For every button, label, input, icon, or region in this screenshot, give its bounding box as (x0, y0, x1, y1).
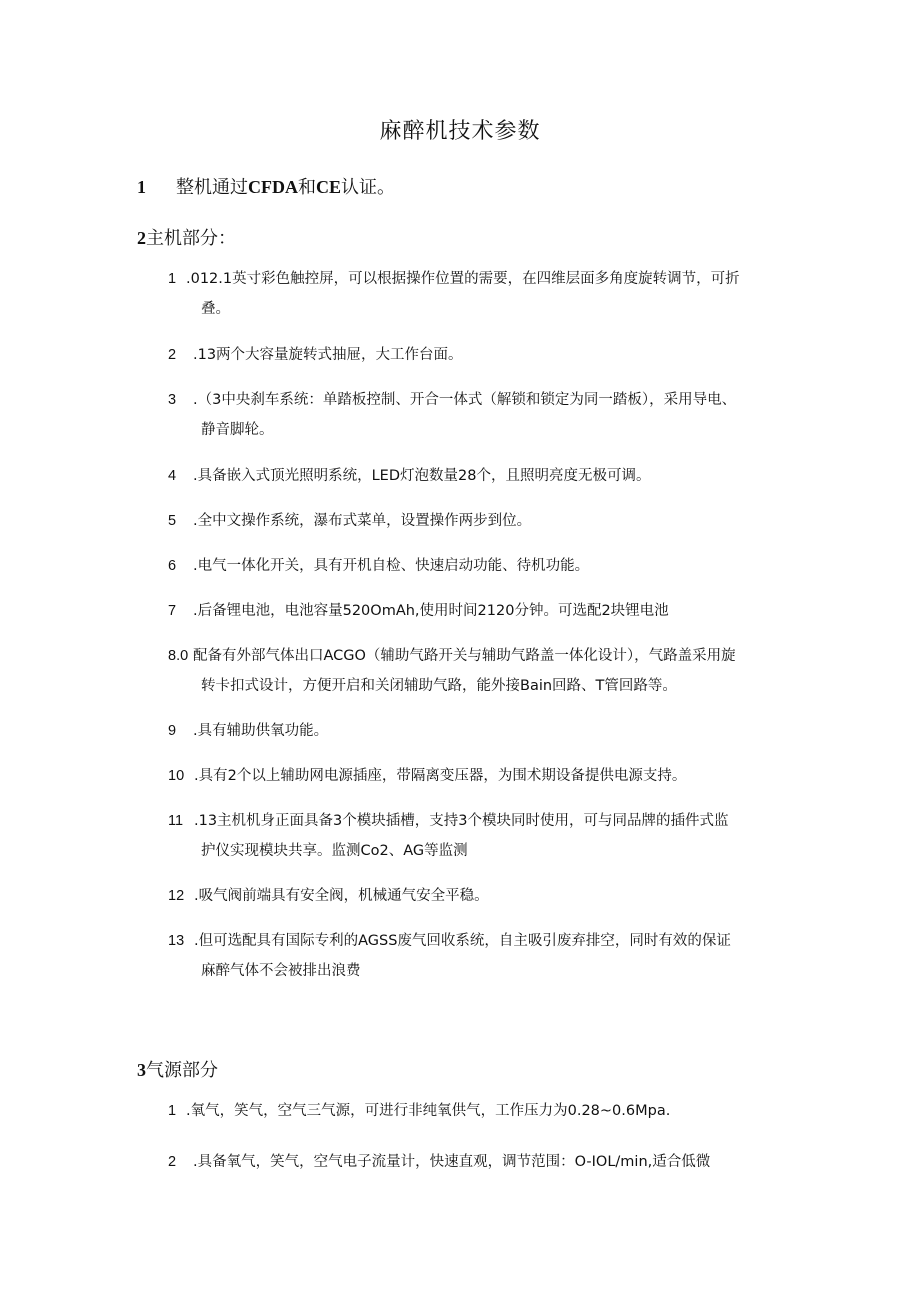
cfda-label: CFDA (248, 177, 298, 197)
section-1-and: 和 (298, 177, 316, 198)
section-3-heading-text: 气源部分 (146, 1060, 218, 1081)
list-item-text: .具有2个以上辅助网电源插座，带隔离变压器，为围术期设备提供电源支持。 (194, 768, 687, 784)
list-item-number: 1 (168, 271, 177, 287)
list-item-number: 7 (168, 603, 177, 619)
list-item-text: .具备氧气，笑气，空气电子流量计，快速直观，调节范围：O-IOL/min,适合低微 (193, 1154, 711, 1170)
list-item-continuation: 护仪实现模块共享。监测Co2、AG等监测 (201, 843, 468, 859)
list-item-number: 1 (168, 1103, 177, 1119)
list-item (168, 641, 793, 701)
list-item (168, 716, 793, 746)
section-1-number: 1 (137, 177, 146, 197)
list-item-text: .氧气，笑气，空气三气源，可进行非纯氧供气，工作压力为0.28~0.6Mpa. (186, 1103, 671, 1119)
section-2-heading (137, 224, 236, 250)
list-item (168, 506, 793, 536)
list-item-number: 4 (168, 468, 177, 484)
list-item (168, 881, 793, 911)
list-item-text: .全中文操作系统，瀑布式菜单，设置操作两步到位。 (193, 513, 532, 529)
list-item (168, 461, 793, 491)
list-item-number: 2 (168, 347, 177, 363)
list-item-number: 10 (168, 768, 185, 784)
section-3-number: 3 (137, 1060, 146, 1080)
document-title: 麻醉机技术参数 (379, 119, 541, 144)
list-item-number: 8.0 (168, 648, 189, 664)
list-item (168, 806, 793, 866)
section-3-heading (137, 1056, 218, 1082)
list-item-continuation: 麻醉气体不会被排出浪费 (201, 963, 361, 979)
list-item-number: 11 (168, 813, 184, 829)
list-item (168, 551, 793, 581)
list-item-number: 6 (168, 558, 177, 574)
list-item-text: .电气一体化开关，具有开机自检、快速启动功能、待机功能。 (193, 558, 590, 574)
list-item-text: .具有辅助供氧功能。 (193, 723, 329, 739)
list-item-number: 13 (168, 933, 185, 949)
list-item (168, 596, 793, 626)
list-item-number: 5 (168, 513, 177, 529)
ce-label: CE (316, 177, 342, 197)
list-item-number: 12 (168, 888, 185, 904)
section-2-heading-text: 主机部分： (146, 228, 236, 249)
section-2-number: 2 (137, 228, 146, 248)
list-item-continuation: 转卡扣式设计，方便开启和关闭辅助气路，能外接Bain回路、T管回路等。 (201, 678, 677, 694)
list-item-text: .012.1英寸彩色触控屏，可以根据操作位置的需要，在四维层面多角度旋转调节，可折 (186, 271, 740, 287)
list-item-text: 配备有外部气体出口ACGO（辅助气路开关与辅助气路盖一体化设计），气路盖采用旋 (193, 648, 736, 664)
list-item-text: .13主机机身正面具备3个模块插槽，支持3个模块同时使用，可与同品牌的插件式监 (194, 813, 729, 829)
list-item-text: .但可选配具有国际专利的AGSS废气回收系统，自主吸引废弃排空，同时有效的保证 (194, 933, 731, 949)
list-item-text: .（3中央刹车系统：单踏板控制、开合一体式（解锁和锁定为同一踏板），采用导电、 (193, 392, 737, 408)
list-item (168, 1147, 793, 1177)
list-item (168, 761, 793, 791)
list-item (168, 926, 793, 986)
list-item-number: 2 (168, 1154, 177, 1170)
list-item-number: 3 (168, 392, 177, 408)
section-1-text-prefix: 整机通过 (176, 177, 248, 198)
list-item-text: .13两个大容量旋转式抽屉，大工作台面。 (193, 347, 463, 363)
list-item (168, 385, 793, 445)
list-item-continuation: 叠。 (201, 301, 230, 317)
section-1-text-suffix: 认证。 (341, 177, 396, 198)
section-1-heading (137, 173, 395, 199)
list-item (168, 340, 793, 370)
list-item (168, 264, 793, 324)
list-item-number: 9 (168, 723, 177, 739)
list-item-continuation: 静音脚轮。 (201, 422, 274, 438)
list-item-text: .吸气阀前端具有安全阀，机械通气安全平稳。 (194, 888, 489, 904)
list-item (168, 1096, 793, 1126)
list-item-text: .后备锂电池，电池容量520OmAh,使用时间2120分钟。可选配2块锂电池 (193, 603, 669, 619)
list-item-text: .具备嵌入式顶光照明系统，LED灯泡数量28个，且照明亮度无极可调。 (193, 468, 651, 484)
